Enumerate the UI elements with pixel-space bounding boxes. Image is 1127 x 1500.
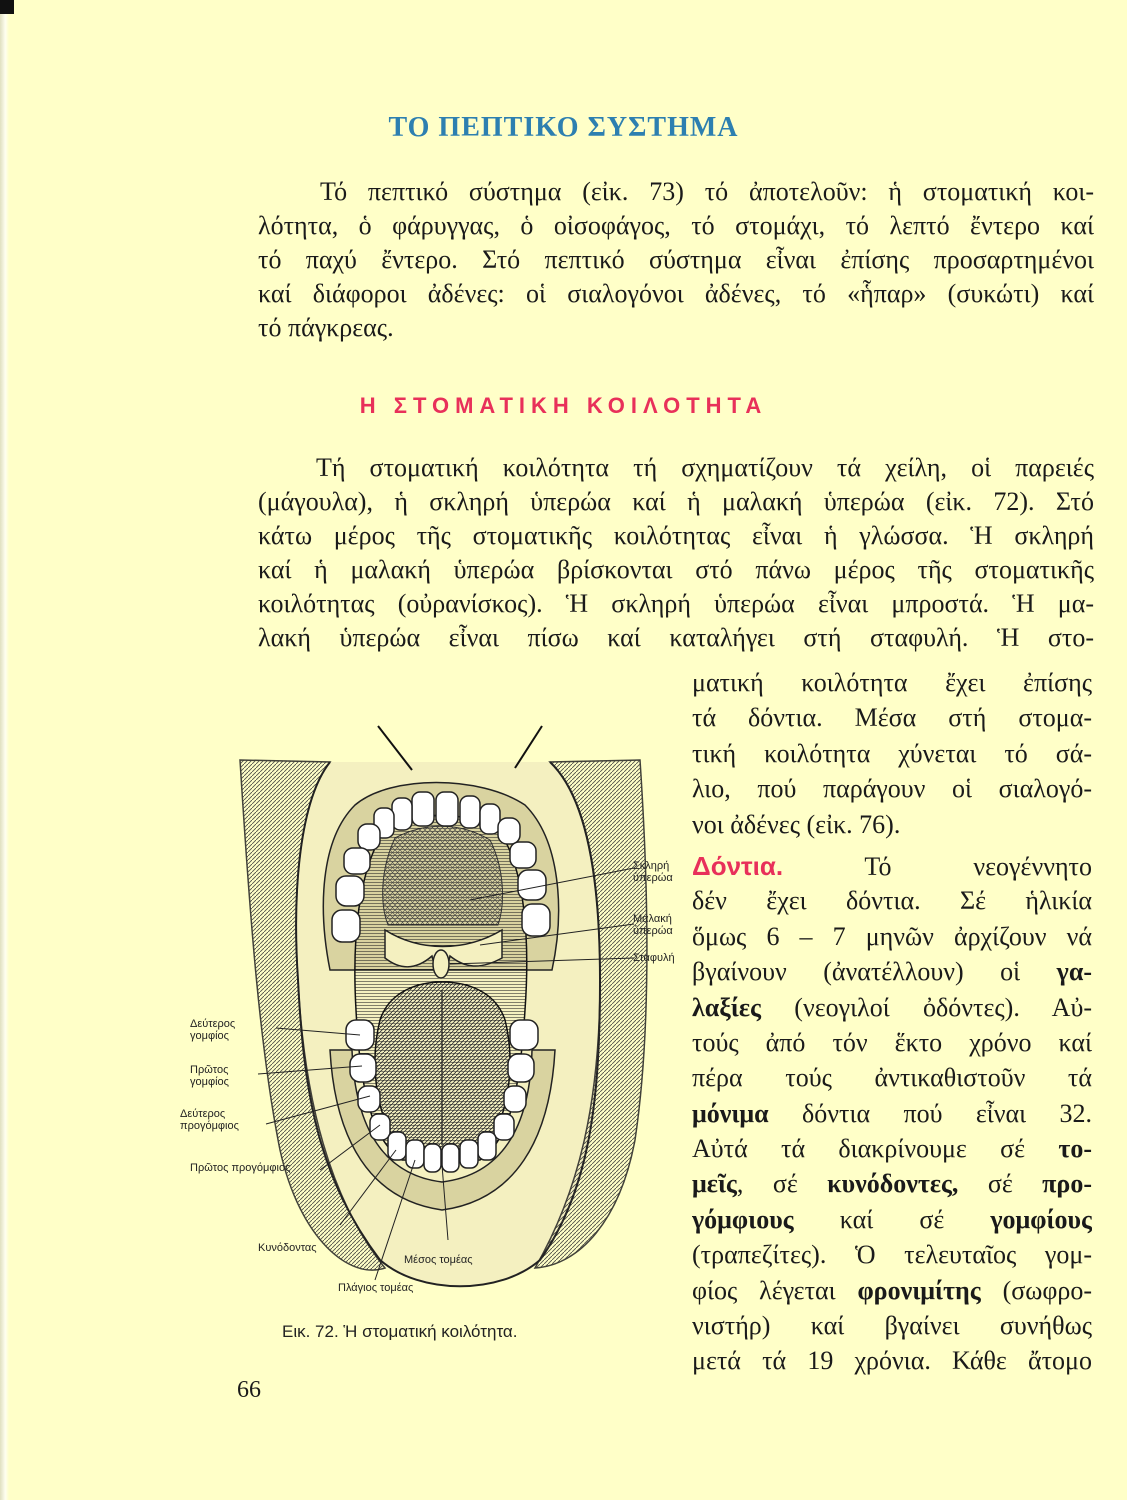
label-text: Σκληρή (633, 860, 670, 872)
text-line (692, 1134, 1092, 1169)
label-second-premolar (180, 1108, 239, 1132)
label-central-incisor: Μέσος τομέας (404, 1254, 473, 1266)
text-run: δόντια πού εἶναι 32. (768, 1098, 1092, 1128)
label-text: γομφίος (190, 1030, 229, 1042)
text-line: δέν ἔχει δόντια. Σέ ἡλικία (692, 886, 1092, 916)
label-second-molar (190, 1018, 235, 1042)
bold-term: μεῖς (692, 1169, 737, 1199)
text-line (692, 1276, 1092, 1311)
bold-term: γα- (1056, 957, 1092, 987)
label-first-premolar: Πρῶτος προγόμφιος (190, 1162, 291, 1174)
figure-caption: Εικ. 72. Ἡ στοματική κοιλότητα. (282, 1322, 518, 1341)
page-edge (0, 0, 9, 1500)
text-line: τική κοιλότητα χύνεται τό σά- (692, 738, 1092, 768)
label-uvula: Σταφυλή (633, 952, 675, 964)
label-text: ὑπερώα (633, 925, 673, 937)
text-run: Τό νεογέννητο (783, 851, 1092, 881)
text-line: νιστήρ) καί βγαίνει συνήθως (692, 1311, 1092, 1341)
text-line: καί ἡ μαλακή ὑπερώα βρίσκονται στό πάνω μέρος τῆς στοματικῆς (258, 555, 1094, 584)
bold-term: το- (1058, 1134, 1092, 1164)
text-line: πέρα τούς ἀντικαθιστοῦν τά (692, 1063, 1092, 1093)
text-line (692, 851, 1092, 886)
text-line (692, 957, 1092, 992)
text-line: (μάγουλα), ἡ σκληρή ὑπερώα καί ἡ μαλακή ὑπερώα (εἰκ. 72). Στό (258, 487, 1094, 516)
text-line: νοι ἀδένες (εἰκ. 76). (692, 809, 901, 839)
bold-term: γόμφιους (692, 1204, 794, 1234)
page-title: ΤΟ ΠΕΠΤΙΚΟ ΣΥΣΤΗΜΑ (388, 112, 739, 143)
text-line: κοιλότητας (οὐρανίσκος). Ἡ σκληρή ὑπερώα εἶναι μπροστά. Ἡ μα- (258, 589, 1094, 618)
bold-term: γομφίους (990, 1204, 1092, 1234)
text-line: ὅμως 6 – 7 μηνῶν ἀρχίζουν νά (692, 921, 1092, 951)
teeth-heading: Δόντια. (692, 850, 784, 881)
text-line: τό πάγκρεας. (258, 313, 394, 342)
text-run: σέ (958, 1169, 1043, 1199)
label-text: Πρῶτος (190, 1064, 229, 1076)
scan-corner-mark (0, 0, 14, 14)
label-soft-palate (633, 913, 673, 937)
text-line: ματική κοιλότητα ἔχει ἐπίσης (692, 668, 1092, 697)
text-line (692, 1205, 1092, 1240)
label-text: Δεύτερος (180, 1108, 226, 1120)
text-line: λιο, πού παράγουν οἱ σιαλογό- (692, 774, 1092, 804)
mouth-paragraph (258, 452, 1094, 687)
text-line: τά δόντια. Μέσα στή στομα- (692, 703, 1092, 733)
bold-term: μόνιμα (692, 1098, 769, 1128)
label-lateral-incisor: Πλάγιος τομέας (338, 1282, 414, 1294)
section-heading: Η ΣΤΟΜΑΤΙΚΗ ΚΟΙΛΟΤΗΤΑ (359, 393, 768, 418)
hard-palate (383, 826, 503, 925)
label-text: ὑπερώα (633, 872, 673, 884)
text-line: Τή στοματική κοιλότητα τή σχηματίζουν τά χείλη, οἱ παρειές (316, 453, 1094, 482)
label-text: γομφίος (190, 1076, 229, 1088)
text-run: (νεογιλοί ὀδόντες). Αὐ- (761, 992, 1092, 1022)
text-line: κάτω μέρος τῆς στοματικῆς κοιλότητας εἶναι ἡ γλώσσα. Ἡ σκληρή (258, 521, 1094, 550)
bold-term: κυνόδοντες, (827, 1169, 959, 1199)
text-line: λότητα, ὁ φάρυγγας, ὁ οἰσοφάγος, τό στομάχι, τό λεπτό ἔντερο καί (258, 211, 1094, 240)
text-line: τούς ἀπό τόν ἕκτο χρόνο καί (692, 1027, 1092, 1057)
page-number: 66 (237, 1377, 261, 1403)
text-run: φίος λέγεται (692, 1275, 858, 1305)
text-run: , σέ (736, 1169, 828, 1199)
text-line: (τραπεζίτες). Ὁ τελευταῖος γομ- (692, 1240, 1092, 1270)
label-canine: Κυνόδοντας (258, 1242, 317, 1254)
text-line (692, 993, 1092, 1028)
text-line (692, 1099, 1092, 1134)
bold-term: λαξίες (692, 992, 762, 1022)
text-line: τό παχύ ἔντερο. Στό πεπτικό σύστημα εἶναι ἐπίσης προσαρτημένοι (258, 245, 1094, 274)
label-text: Μαλακή (633, 913, 672, 925)
text-run: καί σέ (793, 1204, 991, 1234)
text-run: βγαίνουν (ἀνατέλλουν) οἱ (692, 957, 1057, 987)
uvula (433, 950, 449, 978)
label-hard-palate (633, 860, 673, 884)
mouth-illustration (180, 720, 700, 1320)
label-text: προγόμφιος (180, 1120, 239, 1132)
text-run: Αὐτά τά διακρίνουμε σέ (692, 1134, 1059, 1164)
text-line: μετά τά 19 χρόνια. Κάθε ἄτομο (692, 1346, 1092, 1376)
text-line: καί διάφοροι ἀδένες: οἱ σιαλογόνοι ἀδένες, τό «ἧπαρ» (συκώτι) καί (258, 279, 1094, 308)
label-first-molar (190, 1064, 229, 1088)
label-text: Δεύτερος (190, 1018, 236, 1030)
intro-paragraph (258, 176, 1094, 377)
text-line (692, 1169, 1092, 1204)
bold-term: φρονιμίτης (857, 1275, 981, 1305)
right-column-text (692, 668, 1092, 1382)
bold-term: προ- (1042, 1169, 1092, 1199)
text-line: Τό πεπτικό σύστημα (εἰκ. 73) τό ἀποτελοῦν: ἡ στοματική κοι- (320, 177, 1094, 206)
text-line: λακή ὑπερώα εἶναι πίσω καί καταλήγει στή σταφυλή. Ἡ στο- (258, 623, 1094, 652)
text-run: (σωφρο- (980, 1275, 1092, 1305)
